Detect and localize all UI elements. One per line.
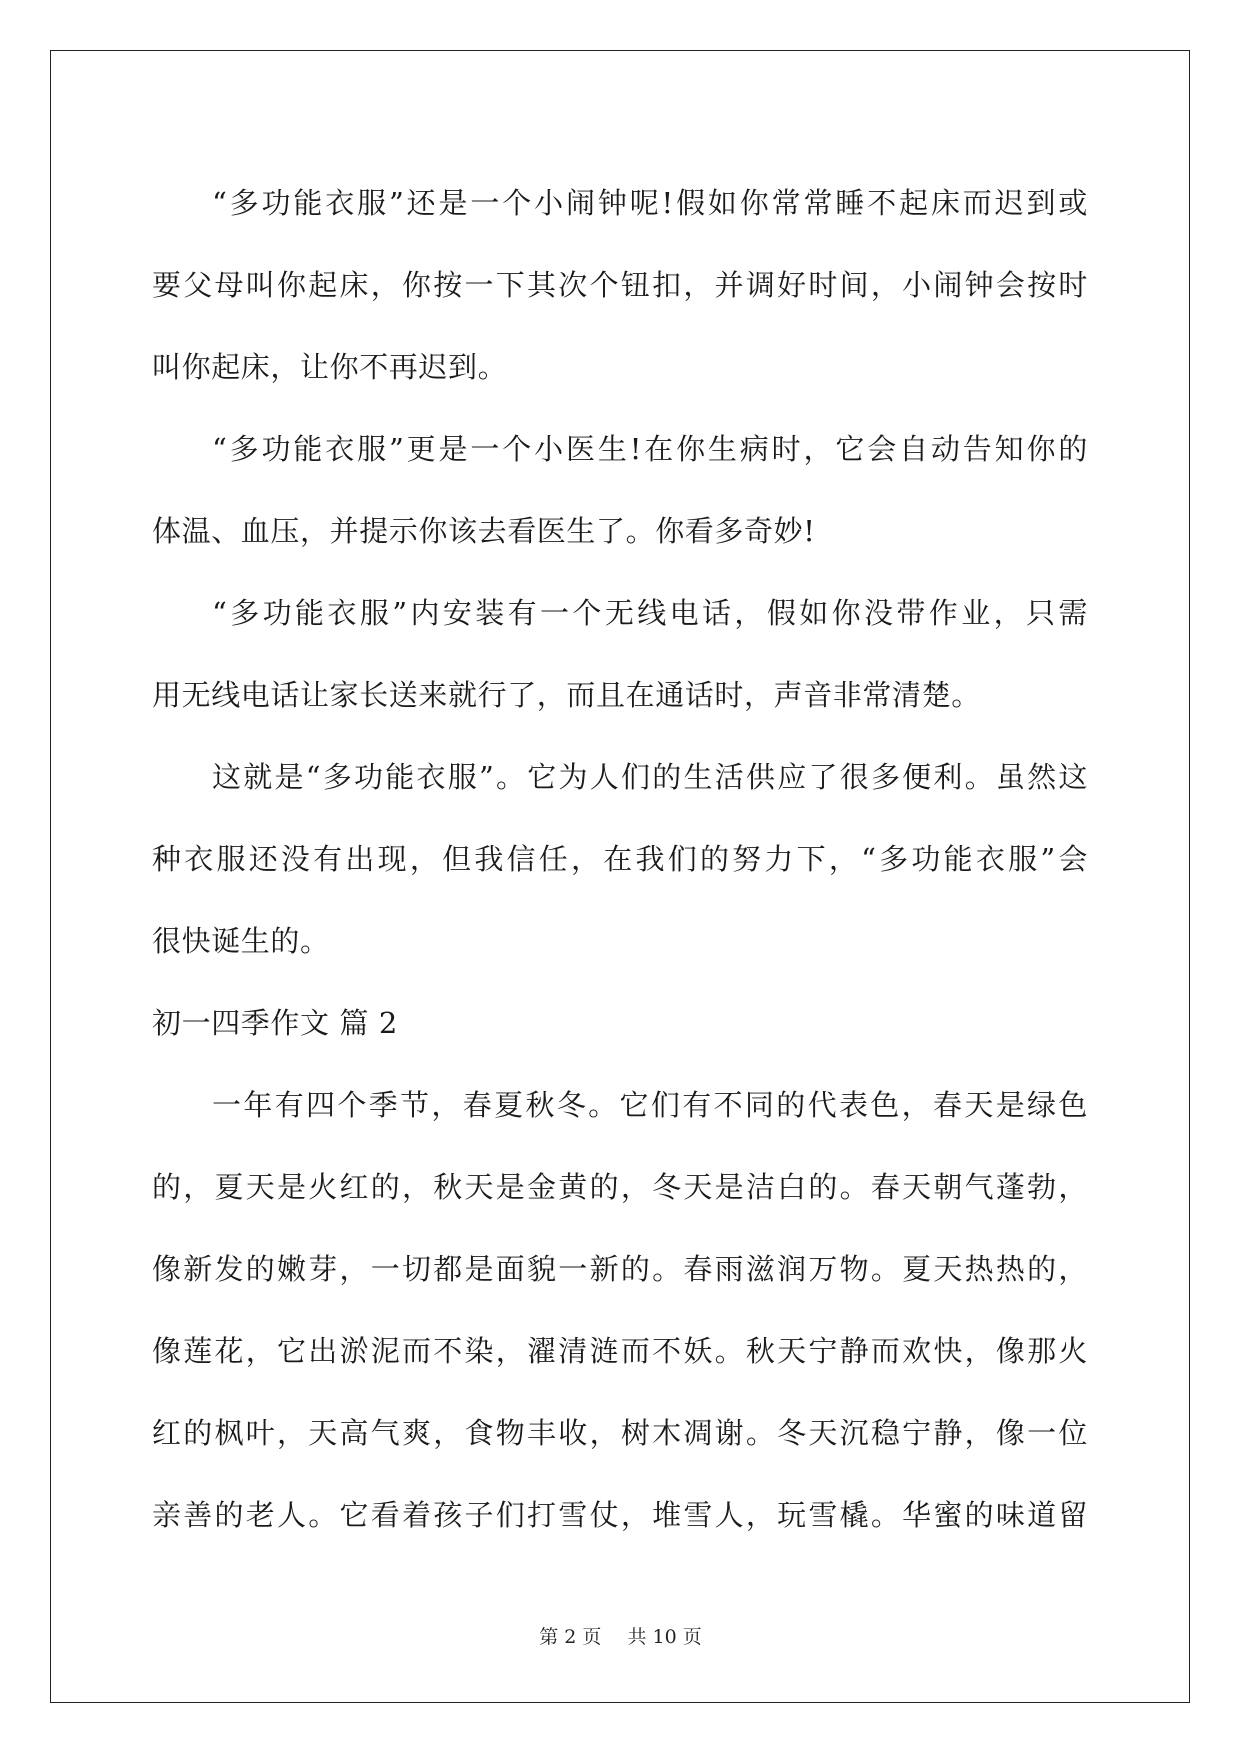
paragraph-line: 要父母叫你起床，你按一下其次个钮扣，并调好时间，小闹钟会按时 xyxy=(152,268,1088,302)
paragraph-line: 用无线电话让家长送来就行了，而且在通话时，声音非常清楚。 xyxy=(152,678,981,712)
paragraph-line: 种衣服还没有出现，但我信任，在我们的努力下，“多功能衣服”会 xyxy=(152,842,1088,876)
page-total: 共 10 页 xyxy=(627,1626,702,1648)
paragraph-line: “多功能衣服”更是一个小医生!在你生病时，它会自动告知你的 xyxy=(212,432,1088,466)
paragraph-line: 像新发的嫩芽，一切都是面貌一新的。春雨滋润万物。夏天热热的， xyxy=(152,1252,1088,1286)
paragraph-line: 叫你起床，让你不再迟到。 xyxy=(152,350,508,384)
paragraph-line: “多功能衣服”内安装有一个无线电话，假如你没带作业，只需 xyxy=(212,596,1088,630)
page-footer xyxy=(0,1622,1241,1649)
paragraph-line: 体温、血压，并提示你该去看医生了。你看多奇妙! xyxy=(152,514,816,548)
paragraph-line: 像莲花，它出淤泥而不染，濯清涟而不妖。秋天宁静而欢快，像那火 xyxy=(152,1334,1088,1368)
section-heading: 初一四季作文 篇 2 xyxy=(152,1006,398,1040)
paragraph-line: 这就是“多功能衣服”。它为人们的生活供应了很多便利。虽然这 xyxy=(212,760,1088,794)
paragraph-line: 红的枫叶，天高气爽，食物丰收，树木凋谢。冬天沉稳宁静，像一位 xyxy=(152,1416,1088,1450)
page-number: 第 2 页 xyxy=(539,1626,602,1648)
paragraph-line: 很快诞生的。 xyxy=(152,924,330,958)
paragraph-line: 一年有四个季节，春夏秋冬。它们有不同的代表色，春天是绿色 xyxy=(212,1088,1088,1122)
paragraph-line: 的，夏天是火红的，秋天是金黄的，冬天是洁白的。春天朝气蓬勃， xyxy=(152,1170,1088,1204)
paragraph-line: 亲善的老人。它看着孩子们打雪仗，堆雪人，玩雪橇。华蜜的味道留 xyxy=(152,1498,1088,1532)
paragraph-line: “多功能衣服”还是一个小闹钟呢!假如你常常睡不起床而迟到或 xyxy=(212,186,1088,220)
document-body xyxy=(152,162,1088,1556)
